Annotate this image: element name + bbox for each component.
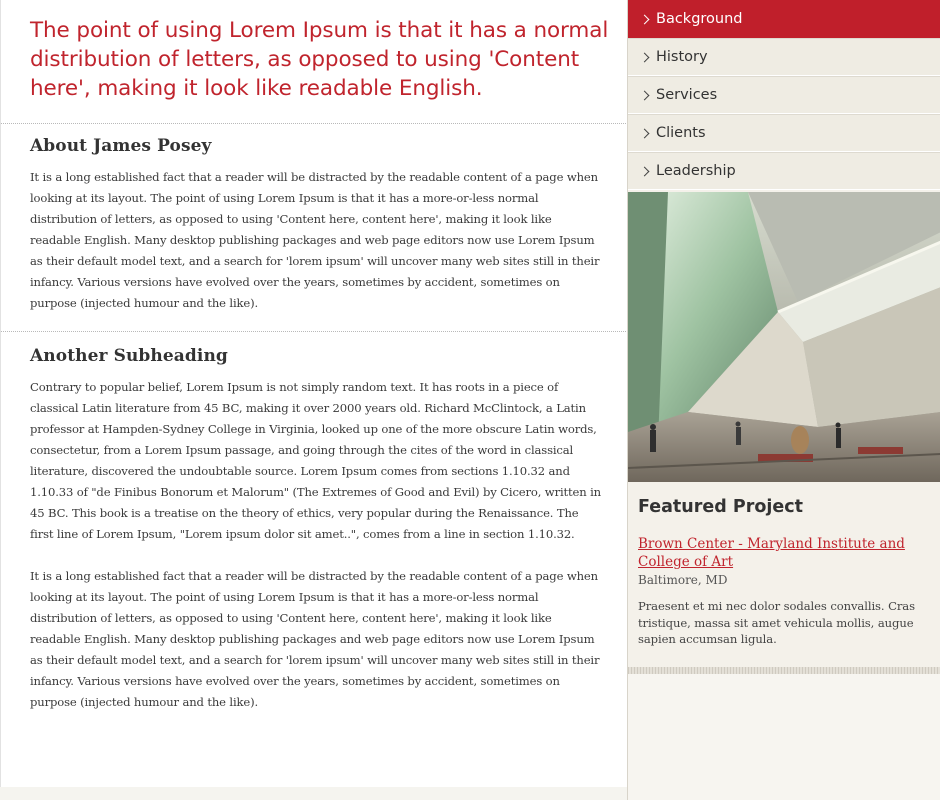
featured-project-heading: Featured Project (638, 497, 803, 517)
sidebar-item-clients[interactable] (628, 114, 940, 152)
sidebar-item-leadership[interactable] (628, 152, 940, 190)
divider (1, 123, 628, 124)
section-paragraph: It is a long established fact that a reader will be distracted by the readable content of a page when looking at its layout. The point of using Lorem Ipsum is that it has a more-or-less normal distribution of letters, as opposed to using 'Content here, content here', making it look like readable English. Many desktop publishing packages and web page editors now use Lorem Ipsum as their default model text, and a search for 'lorem ipsum' will uncover many web sites still in their infancy. Various versions have evolved over the years, sometimes by accident, sometimes on purpose (injected humour and the like). (30, 170, 600, 310)
intro-text: The point of using Lorem Ipsum is that it has a normal distribution of letters, as opposed to using 'Content here', making it look like readable English. (30, 18, 609, 101)
section-paragraph: It is a long established fact that a reader will be distracted by the readable content of a page when looking at its layout. The point of using Lorem Ipsum is that it has a more-or-less normal distribution of letters, as opposed to using 'Content here, content here', making it look like readable English. Many desktop publishing packages and web page editors now use Lorem Ipsum as their default model text, and a search for 'lorem ipsum' will uncover many web sites still in their infancy. Various versions have evolved over the years, sometimes by accident, sometimes on purpose (injected humour and the like). (30, 569, 600, 709)
section-heading-another: Another Subheading (30, 346, 228, 366)
sidebar-item-services[interactable] (628, 76, 940, 114)
featured-project-link[interactable]: Brown Center - Maryland Institute and College of Art (638, 536, 905, 570)
sidebar-item-label: Background (656, 11, 743, 27)
chevron-right-icon (640, 166, 650, 176)
featured-project-description: Praesent et mi nec dolor sodales convallis. Cras tristique, massa sit amet vehicula mollis, augue sapien accumsan ligula. (638, 599, 915, 646)
chevron-right-icon (640, 90, 650, 100)
chevron-right-icon (640, 14, 650, 24)
sidebar-item-label: Clients (656, 125, 706, 141)
sidebar-item-history[interactable] (628, 38, 940, 76)
sidebar-item-label: History (656, 49, 708, 65)
featured-project-photo (628, 192, 940, 482)
sidebar-lower-panel (628, 674, 940, 800)
chevron-right-icon (640, 128, 650, 138)
sidebar-item-label: Leadership (656, 163, 736, 179)
sidebar-item-label: Services (656, 87, 718, 103)
sidebar-item-background[interactable] (628, 0, 940, 38)
sidebar (627, 0, 940, 800)
divider (1, 331, 628, 332)
featured-project-location: Baltimore, MD (638, 573, 728, 587)
footer-strip (0, 787, 627, 800)
chevron-right-icon (640, 52, 650, 62)
sidebar-divider-stripe (628, 667, 940, 674)
section-heading-about: About James Posey (30, 136, 212, 156)
section-paragraph: Contrary to popular belief, Lorem Ipsum is not simply random text. It has roots in a piece of classical Latin literature from 45 BC, making it over 2000 years old. Richard McClintock, a Latin professor at Hampden-Sydney College in Virginia, looked up one of the more obscure Latin words, consectetur, from a Lorem Ipsum passage, and going through the cites of the word in classical literature, discovered the undoubtable source. Lorem Ipsum comes from sections 1.10.32 and 1.10.33 of "de Finibus Bonorum et Malorum" (The Extremes of Good and Evil) by Cicero, written in 45 BC. This book is a treatise on the theory of ethics, very popular during the Renaissance. The first line of Lorem Ipsum, "Lorem ipsum dolor sit amet..", comes from a line in section 1.10.32. (30, 380, 601, 541)
atrium-illustration (628, 192, 940, 482)
